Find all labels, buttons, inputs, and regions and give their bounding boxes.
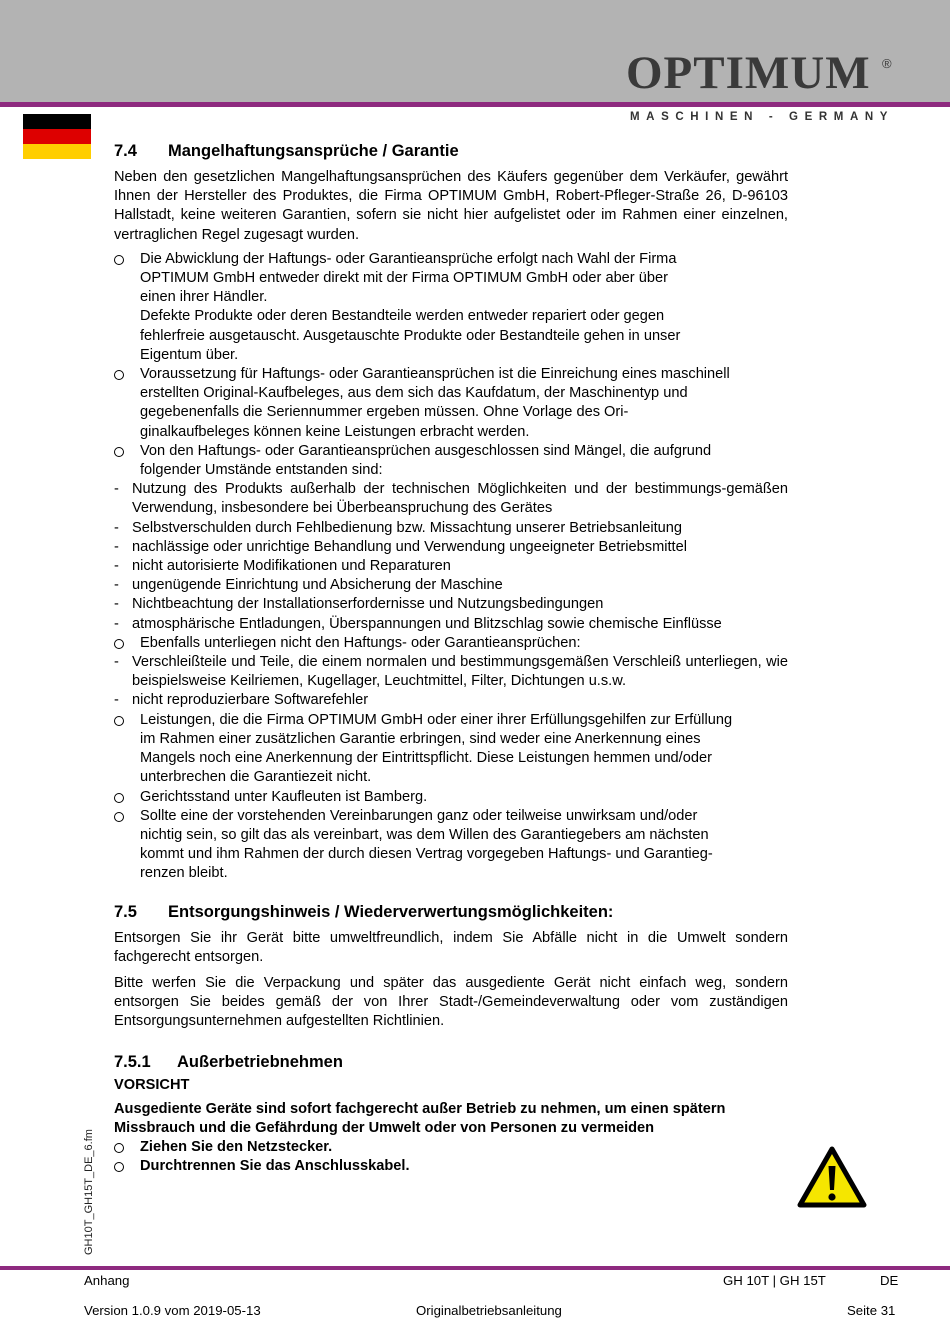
list-item: Die Abwicklung der Haftungs- oder Garantieansprüche erfolgt nach Wahl der Firma OPTIMUM GmbH entweder direkt mit der Firma OPTIMUM GmbH oder aber über einen ihrer Händler. Defekte Produkte oder deren Bestandteile werden entweder repariert oder gegen fehlerfreie ausgetauscht. Ausgetauschte Produkte oder Bestandteile gehen in unser Eigentum über. [114,250,788,365]
section-heading-7-5-1 [114,1052,788,1072]
footer-language: DE [880,1273,899,1288]
dash-item: - Verschleißteile und Teile, die einem normalen und bestimmungsgemäßen Verschleiß unterliegen, wie beispielsweise Keilriemen, Kugellager, Leuchtmittel, Filter, Dichtungen u.s.w. [114,653,788,691]
dash-item: - Nichtbeachtung der Installationserfordernisse und Nutzungsbedingungen [114,595,788,614]
caution-label: VORSICHT [114,1076,190,1093]
brand-logo: OPTIMUM [626,47,871,99]
footer-product: GH 10T | GH 15T [723,1273,826,1288]
registered-mark: ® [882,56,892,71]
bullet-icon [114,1143,124,1153]
list-item: Von den Haftungs- oder Garantieansprüchen ausgeschlossen sind Mängel, die aufgrund folgender Umstände entstanden sind: - Nutzung des Produkts außerhalb der technischen Möglichkeiten und der bestimmungs-gemäßen Verwendung, insbesondere bei Überbeanspruchung des Gerätes - Selbstverschulden durch Fehlbedienung bzw. Missachtung unserer Betriebsanleitung - nachlässige oder unrichtige Behandlung und Verwendung ungeeigneter Betriebsmittel - nicht autorisierte Modifikationen und Reparaturen - ungenügende Einrichtung und Absicherung der Maschine - Nichtbeachtung der Installationserfordernisse und Nutzungsbedingungen - atmosphärische Entladungen, Überspannungen und Blitzschlag sowie chemische Einflüsse [114,442,788,634]
disposal-paragraph-2: Bitte werfen Sie die Verpackung und später das ausgediente Gerät nicht einfach weg, sondern entsorgen Sie beides gemäß der von Ihrer Stadt-/Gemeindeverwaltung oder vom zuständigen Entsorgungsunternehmen aufgestellten Richtlinien. [114,974,788,1030]
bullet-icon [114,370,124,380]
list-item: Leistungen, die die Firma OPTIMUM GmbH oder einer ihrer Erfüllungsgehilfen zur Erfüllung im Rahmen einer zusätzlichen Garantie erbringen, sind weder eine Anerkennung eines Mangels noch eine Anerkennung der Eintrittspflicht. Diese Leistungen hemmen und/oder unterbrechen die Garantiezeit nicht. [114,711,788,788]
wear-parts-list [114,653,788,711]
page-content [114,141,788,1177]
exclusion-list [114,480,788,634]
list-item: Gerichtsstand unter Kaufleuten ist Bamberg. [114,788,788,807]
bullet-icon [114,1162,124,1172]
dash-item: - nachlässige oder unrichtige Behandlung und Verwendung ungeeigneter Betriebsmittel [114,538,788,557]
german-flag-icon [23,114,91,159]
list-item: Voraussetzung für Haftungs- oder Garantieansprüchen ist die Einreichung eines maschinell erstellten Original-Kaufbeleges, aus dem sich das Kaufdatum, der Maschinentyp und gegebenenfalls die Seriennummer ergeben müssen. Ohne Vorlage des Ori- ginalkaufbeleges können keine Leistungen erbracht werden. [114,365,788,442]
warranty-intro: Neben den gesetzlichen Mangelhaftungsansprüchen des Käufers gegenüber dem Verkäufer, gewährt Ihnen der Hersteller des Produktes, die Firma OPTIMUM GmbH, Robert-Pfleger-Straße 26, D-96103 Hallstadt, keine weiteren Garantien, sofern sie nicht hier aufgelistet oder im Rahmen einer einzelnen, vertraglichen Regel zugesagt wurden. [114,169,788,243]
bullet-icon [114,793,124,803]
file-name-label: GH10T_GH15T_DE_6.fm [83,1129,95,1255]
section-title: Entsorgungshinweis / Wiederverwertungsmöglichkeiten: [168,902,614,921]
footer-document-type: Originalbetriebsanleitung [416,1303,562,1318]
decommission-steps [114,1138,788,1176]
bullet-icon [114,716,124,726]
footer-chapter: Anhang [84,1273,130,1288]
caution-text-line-1: Ausgediente Geräte sind sofort fachgerecht außer Betrieb zu nehmen, um einen spätern [114,1100,726,1117]
footer-page-number: Seite 31 [847,1303,896,1318]
caution-text-line-2: Missbrauch und die Gefährdung der Umwelt oder von Personen zu vermeiden [114,1119,655,1136]
dash-item: - atmosphärische Entladungen, Überspannungen und Blitzschlag sowie chemische Einflüsse [114,615,788,634]
section-heading-7-5 [114,902,788,922]
dash-item: - nicht reproduzierbare Softwarefehler [114,691,788,710]
warranty-list [114,250,788,884]
list-item: Durchtrennen Sie das Anschlusskabel. [114,1157,788,1176]
section-number: 7.5 [114,902,137,921]
bullet-icon [114,255,124,265]
list-item: Ziehen Sie den Netzstecker. [114,1138,788,1157]
section-number: 7.5.1 [114,1052,151,1071]
bullet-icon [114,447,124,457]
bullet-icon [114,639,124,649]
footer-version: Version 1.0.9 vom 2019-05-13 [84,1303,261,1318]
brand-tagline: MASCHINEN - GERMANY [630,111,895,123]
list-item: Sollte eine der vorstehenden Vereinbarungen ganz oder teilweise unwirksam und/oder nichtig sein, so gilt das als vereinbart, was dem Willen des Garantiegebers am nächsten kommt und ihm Rahmen der durch diesen Vertrag vorgegeben Haftungs- und Garantieg- renzen bleibt. [114,807,788,884]
section-number: 7.4 [114,142,137,160]
footer-accent-rule [0,1266,950,1270]
list-item: Ebenfalls unterliegen nicht den Haftungs- oder Garantieansprüchen: - Verschleißteile und Teile, die einem normalen und bestimmungsgemäßen Verschleiß unterliegen, wie beispielsweise Keilriemen, Kugellager, Leuchtmittel, Filter, Dichtungen u.s.w. - nicht reproduzierbare Softwarefehler [114,634,788,711]
section-title: Außerbetriebnehmen [177,1052,343,1071]
bullet-icon [114,812,124,822]
dash-item: - Selbstverschulden durch Fehlbedienung bzw. Missachtung unserer Betriebsanleitung [114,519,788,538]
section-heading-7-4 [114,141,788,161]
disposal-paragraph-1: Entsorgen Sie ihr Gerät bitte umweltfreundlich, indem Sie Abfälle nicht in die Umwelt sondern fachgerecht entsorgen. [114,929,788,965]
warning-triangle-icon [797,1146,867,1208]
header-accent-rule [0,102,950,107]
dash-item: - Nutzung des Produkts außerhalb der technischen Möglichkeiten und der bestimmungs-gemäßen Verwendung, insbesondere bei Überbeanspruchung des Gerätes [114,480,788,518]
section-title: Mangelhaftungsansprüche / Garantie [168,142,459,160]
dash-item: - nicht autorisierte Modifikationen und Reparaturen [114,557,788,576]
dash-item: - ungenügende Einrichtung und Absicherung der Maschine [114,576,788,595]
